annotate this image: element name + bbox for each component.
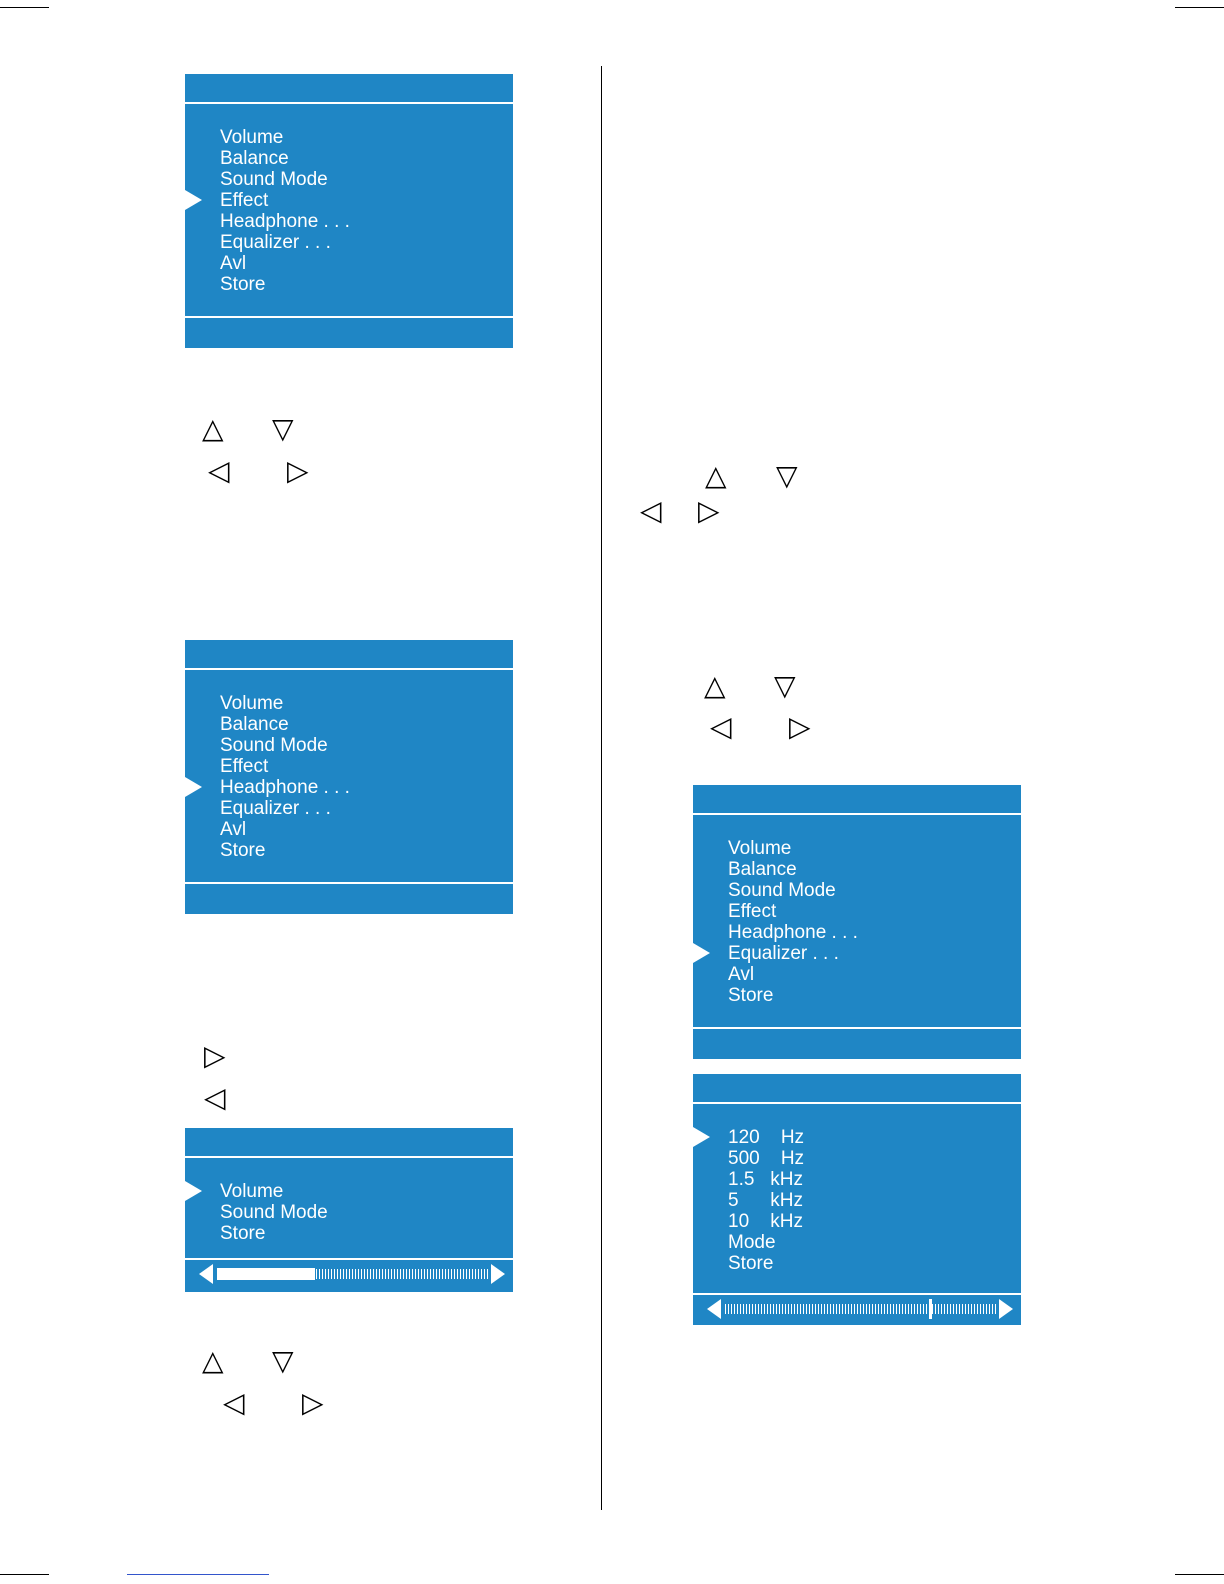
menu-footer-rule bbox=[185, 1258, 513, 1260]
menu-item[interactable] bbox=[185, 232, 513, 253]
menu-item-label: Volume bbox=[728, 838, 792, 859]
menu-item[interactable] bbox=[185, 190, 513, 211]
menu-item[interactable] bbox=[185, 777, 513, 798]
menu-item[interactable] bbox=[693, 901, 1021, 922]
up-arrow-icon: △ bbox=[704, 670, 726, 701]
crop-mark-bottom-right bbox=[1175, 1574, 1224, 1575]
slider-left-icon bbox=[199, 1264, 213, 1284]
menu-item-label: 1.5 kHz bbox=[728, 1169, 803, 1190]
menu-item[interactable] bbox=[693, 1169, 1021, 1190]
menu-item-label: Headphone . . . bbox=[220, 211, 350, 232]
menu-item[interactable] bbox=[693, 985, 1021, 1006]
menu-item-label: Effect bbox=[220, 190, 269, 211]
menu-header-rule bbox=[693, 1102, 1021, 1104]
menu-header-rule bbox=[185, 102, 513, 104]
down-arrow-icon: ▽ bbox=[776, 460, 798, 491]
headphone-submenu-panel bbox=[185, 1128, 513, 1292]
menu-item-label: Equalizer . . . bbox=[220, 232, 331, 253]
menu-item-list bbox=[693, 1127, 1021, 1274]
menu-item-label: Mode bbox=[728, 1232, 776, 1253]
selection-pointer-icon bbox=[185, 1181, 202, 1201]
menu-item-label: 500 Hz bbox=[728, 1148, 805, 1169]
menu-item-label: Balance bbox=[220, 148, 289, 169]
menu-item-label: Effect bbox=[220, 756, 269, 777]
menu-header-rule bbox=[185, 1156, 513, 1158]
menu-item-label: Volume bbox=[220, 1181, 284, 1202]
menu-item-label: Store bbox=[220, 1223, 266, 1244]
menu-item[interactable] bbox=[185, 274, 513, 295]
menu-item-list bbox=[185, 127, 513, 295]
menu-footer-rule bbox=[185, 882, 513, 884]
menu-item-label: Equalizer . . . bbox=[728, 943, 839, 964]
menu-footer-rule bbox=[693, 1027, 1021, 1029]
column-divider bbox=[601, 66, 602, 1510]
left-arrow-icon: ◁ bbox=[640, 495, 662, 526]
menu-item-label: Sound Mode bbox=[220, 1202, 328, 1223]
menu-item[interactable] bbox=[693, 880, 1021, 901]
selection-pointer-icon bbox=[693, 943, 710, 963]
menu-header-rule bbox=[185, 668, 513, 670]
slider-fill bbox=[217, 1268, 315, 1280]
menu-item-label: Store bbox=[220, 840, 266, 861]
down-arrow-icon: ▽ bbox=[272, 1345, 294, 1376]
volume-slider[interactable] bbox=[185, 1261, 513, 1287]
menu-item-label: Volume bbox=[220, 693, 284, 714]
menu-item[interactable] bbox=[693, 1211, 1021, 1232]
menu-item[interactable] bbox=[185, 127, 513, 148]
menu-item[interactable] bbox=[693, 859, 1021, 880]
menu-item[interactable] bbox=[693, 1148, 1021, 1169]
menu-item[interactable] bbox=[693, 922, 1021, 943]
equalizer-submenu-panel bbox=[693, 1074, 1021, 1325]
menu-item[interactable] bbox=[693, 1232, 1021, 1253]
right-arrow-icon: ▷ bbox=[204, 1040, 226, 1071]
menu-item-label: Store bbox=[220, 274, 266, 295]
slider-left-icon bbox=[707, 1299, 721, 1319]
menu-item[interactable] bbox=[185, 1181, 513, 1202]
menu-item[interactable] bbox=[185, 819, 513, 840]
menu-item-label: Sound Mode bbox=[728, 880, 836, 901]
menu-header-rule bbox=[693, 813, 1021, 815]
menu-item[interactable] bbox=[185, 798, 513, 819]
selection-pointer-icon bbox=[185, 777, 202, 797]
slider-right-icon bbox=[491, 1264, 505, 1284]
menu-item[interactable] bbox=[185, 148, 513, 169]
menu-item[interactable] bbox=[693, 1190, 1021, 1211]
menu-item-label: Balance bbox=[220, 714, 289, 735]
menu-footer-rule bbox=[693, 1293, 1021, 1295]
menu-item-label: 120 Hz bbox=[728, 1127, 805, 1148]
menu-item[interactable] bbox=[185, 840, 513, 861]
right-arrow-icon: ▷ bbox=[302, 1387, 324, 1418]
crop-mark-top-left bbox=[0, 7, 49, 8]
menu-item[interactable] bbox=[693, 1253, 1021, 1274]
menu-item[interactable] bbox=[185, 169, 513, 190]
menu-item[interactable] bbox=[185, 211, 513, 232]
menu-item-label: Headphone . . . bbox=[220, 777, 350, 798]
slider-right-icon bbox=[999, 1299, 1013, 1319]
right-arrow-icon: ▷ bbox=[789, 711, 811, 742]
menu-item-label: Effect bbox=[728, 901, 777, 922]
selection-pointer-icon bbox=[185, 190, 202, 210]
menu-item[interactable] bbox=[185, 1202, 513, 1223]
menu-item[interactable] bbox=[693, 964, 1021, 985]
menu-item-label: Store bbox=[728, 1253, 774, 1274]
menu-item-label: 5 kHz bbox=[728, 1190, 803, 1211]
menu-item-list bbox=[693, 838, 1021, 1006]
menu-item[interactable] bbox=[185, 756, 513, 777]
menu-item[interactable] bbox=[185, 253, 513, 274]
slider-track bbox=[725, 1304, 997, 1314]
slider-knob[interactable] bbox=[929, 1299, 932, 1319]
up-arrow-icon: △ bbox=[202, 413, 224, 444]
up-arrow-icon: △ bbox=[202, 1345, 224, 1376]
menu-item-label: Balance bbox=[728, 859, 797, 880]
menu-footer-rule bbox=[185, 316, 513, 318]
left-arrow-icon: ◁ bbox=[208, 455, 230, 486]
menu-item[interactable] bbox=[185, 1223, 513, 1244]
menu-item-label: Sound Mode bbox=[220, 169, 328, 190]
up-arrow-icon: △ bbox=[705, 460, 727, 491]
menu-item-list bbox=[185, 1181, 513, 1244]
right-arrow-icon: ▷ bbox=[287, 455, 309, 486]
left-arrow-icon: ◁ bbox=[204, 1082, 226, 1113]
menu-item-label: Avl bbox=[220, 819, 247, 840]
menu-item[interactable] bbox=[693, 838, 1021, 859]
footer-rule bbox=[127, 1574, 269, 1575]
crop-mark-top-right bbox=[1175, 7, 1224, 8]
menu-item-label: Store bbox=[728, 985, 774, 1006]
sound-menu-panel-headphone bbox=[185, 640, 513, 914]
menu-item-label: Volume bbox=[220, 127, 284, 148]
menu-item-label: Headphone . . . bbox=[728, 922, 858, 943]
equalizer-band-slider[interactable] bbox=[693, 1296, 1021, 1322]
menu-item-label: Avl bbox=[728, 964, 755, 985]
menu-item[interactable] bbox=[693, 1127, 1021, 1148]
down-arrow-icon: ▽ bbox=[774, 670, 796, 701]
sound-menu-panel-equalizer bbox=[693, 785, 1021, 1059]
sound-menu-panel-effect bbox=[185, 74, 513, 348]
crop-mark-bottom-left bbox=[0, 1574, 49, 1575]
menu-item[interactable] bbox=[185, 693, 513, 714]
selection-pointer-icon bbox=[693, 1127, 710, 1147]
menu-item-label: Equalizer . . . bbox=[220, 798, 331, 819]
right-arrow-icon: ▷ bbox=[698, 495, 720, 526]
menu-item[interactable] bbox=[185, 735, 513, 756]
left-arrow-icon: ◁ bbox=[223, 1387, 245, 1418]
menu-item-list bbox=[185, 693, 513, 861]
down-arrow-icon: ▽ bbox=[272, 413, 294, 444]
menu-item[interactable] bbox=[693, 943, 1021, 964]
menu-item-label: 10 kHz bbox=[728, 1211, 803, 1232]
menu-item-label: Avl bbox=[220, 253, 247, 274]
left-arrow-icon: ◁ bbox=[710, 711, 732, 742]
menu-item[interactable] bbox=[185, 714, 513, 735]
menu-item-label: Sound Mode bbox=[220, 735, 328, 756]
